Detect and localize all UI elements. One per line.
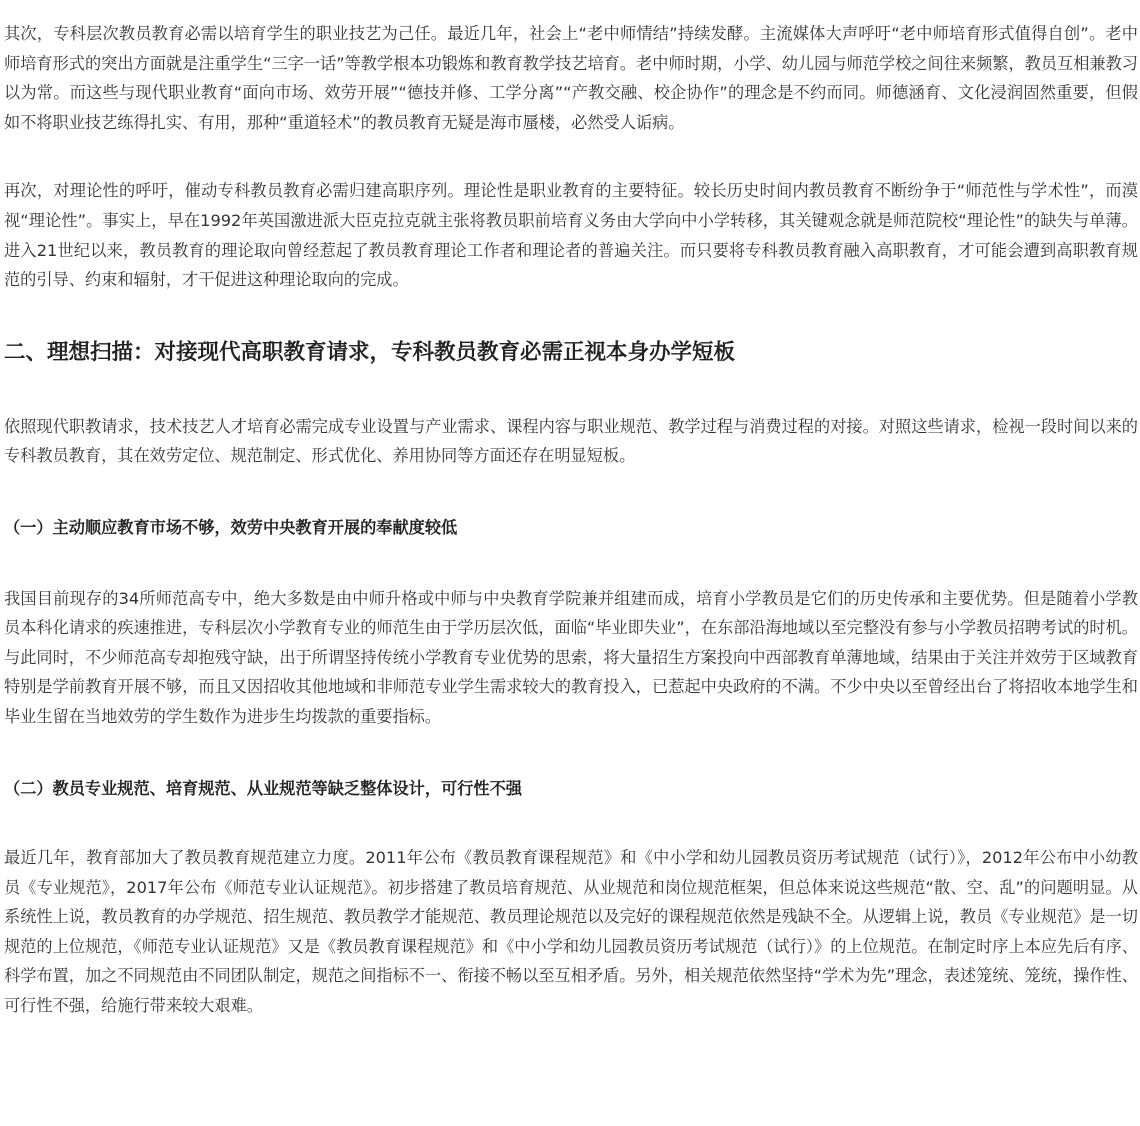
paragraph: 其次，专科层次教员教育必需以培育学生的职业技艺为己任。最近几年，社会上“老中师情结”持续发酵。主流媒体大声呼吁“老中师培育形式值得自创”。老中师培育形式的突出方面就是注重学生“三字一话”等教学根本功锻炼和教育教学技艺培育。老中师时期，小学、幼儿园与师范学校之间往来频繁，教员互相兼教习以为常。而这些与现代职业教育“面向市场、效劳开展”“德技并修、工学分离”“产教交融、校企协作”的理念是不约而同。师德涵育、文化浸润固然重要，但假如不将职业技艺练得扎实、有用，那种“重道轻术”的教员教育无疑是海市蜃楼，必然受人诟病。	[4, 24, 1138, 132]
paragraph: 我国目前现存的34所师范高专中，绝大多数是由中师升格或中师与中央教育学院兼并组建而成，培育小学教员是它们的历史传承和主要优势。但是随着小学教员本科化请求的疾速推进，专科层次小学教育专业的师范生由于学历层次低，面临“毕业即失业”，在东部沿海地域以至完整没有参与小学教员招聘考试的时机。与此同时，不少师范高专却抱残守缺，出于所谓坚持传统小学教育专业优势的思索，将大量招生方案投向中西部教育单薄地域，结果由于关注并效劳于区域教育特别是学前教育开展不够，而且又因招收其他地域和非师范专业学生需求较大的教育投入，已惹起中央政府的不满。不少中央以至曾经出台了将招收本地学生和毕业生留在当地效劳的学生数作为进步生均拨款的重要指标。	[4, 588, 1138, 726]
paragraph: 依照现代职教请求，技术技艺人才培育必需完成专业设置与产业需求、课程内容与职业规范、教学过程与消费过程的对接。对照这些请求，检视一段时间以来的专科教员教育，其在效劳定位、规范制定、形式优化、养用协同等方面还存在明显短板。	[4, 416, 1138, 466]
section-heading: 二、理想扫描：对接现代高职教育请求，专科教员教育必需正视本身办学短板	[4, 339, 736, 365]
subsection-heading: （一）主动顺应教育市场不够，效劳中央教育开展的奉献度较低	[4, 517, 458, 537]
subsection-heading: （二）教员专业规范、培育规范、从业规范等缺乏整体设计，可行性不强	[4, 778, 522, 798]
paragraph: 最近几年，教育部加大了教员教育规范建立力度。2011年公布《教员教育课程规范》和《中小学和幼儿园教员资历考试规范（试行）》，2012年公布中小幼教员《专业规范》，2017年公布《师范专业认证规范》。初步搭建了教员培育规范、从业规范和岗位规范框架，但总体来说这些规范“散、空、乱”的问题明显。从系统性上说，教员教育的办学规范、招生规范、教员教学才能规范、教员理论规范以及完好的课程规范依然是残缺不全。从逻辑上说，教员《专业规范》是一切规范的上位规范，《师范专业认证规范》又是《教员教育课程规范》和《中小学和幼儿园教员资历考试规范（试行）》的上位规范。在制定时序上本应先后有序、科学布置，加之不同规范由不同团队制定，规范之间指标不一、衔接不畅以至互相矛盾。另外，相关规范依然坚持“学术为先”理念，表述笼统、笼统，操作性、可行性不强，给施行带来较大艰难。	[4, 848, 1138, 1016]
paragraph: 再次，对理论性的呼吁，催动专科教员教育必需归建高职序列。理论性是职业教育的主要特征。较长历史时间内教员教育不断纷争于“师范性与学术性”，而漠视“理论性”。事实上，早在1992年英国激进派大臣克拉克就主张将教员职前培育义务由大学向中小学转移，其关键观念就是师范院校“理论性”的缺失与单薄。进入21世纪以来，教员教育的理论取向曾经惹起了教员教育理论工作者和理论者的普遍关注。而只要将专科教员教育融入高职教育，才可能会遭到高职教育规范的引导、约束和辐射，才干促进这种理论取向的完成。	[4, 181, 1138, 290]
article-body	[4, 19, 1138, 1021]
